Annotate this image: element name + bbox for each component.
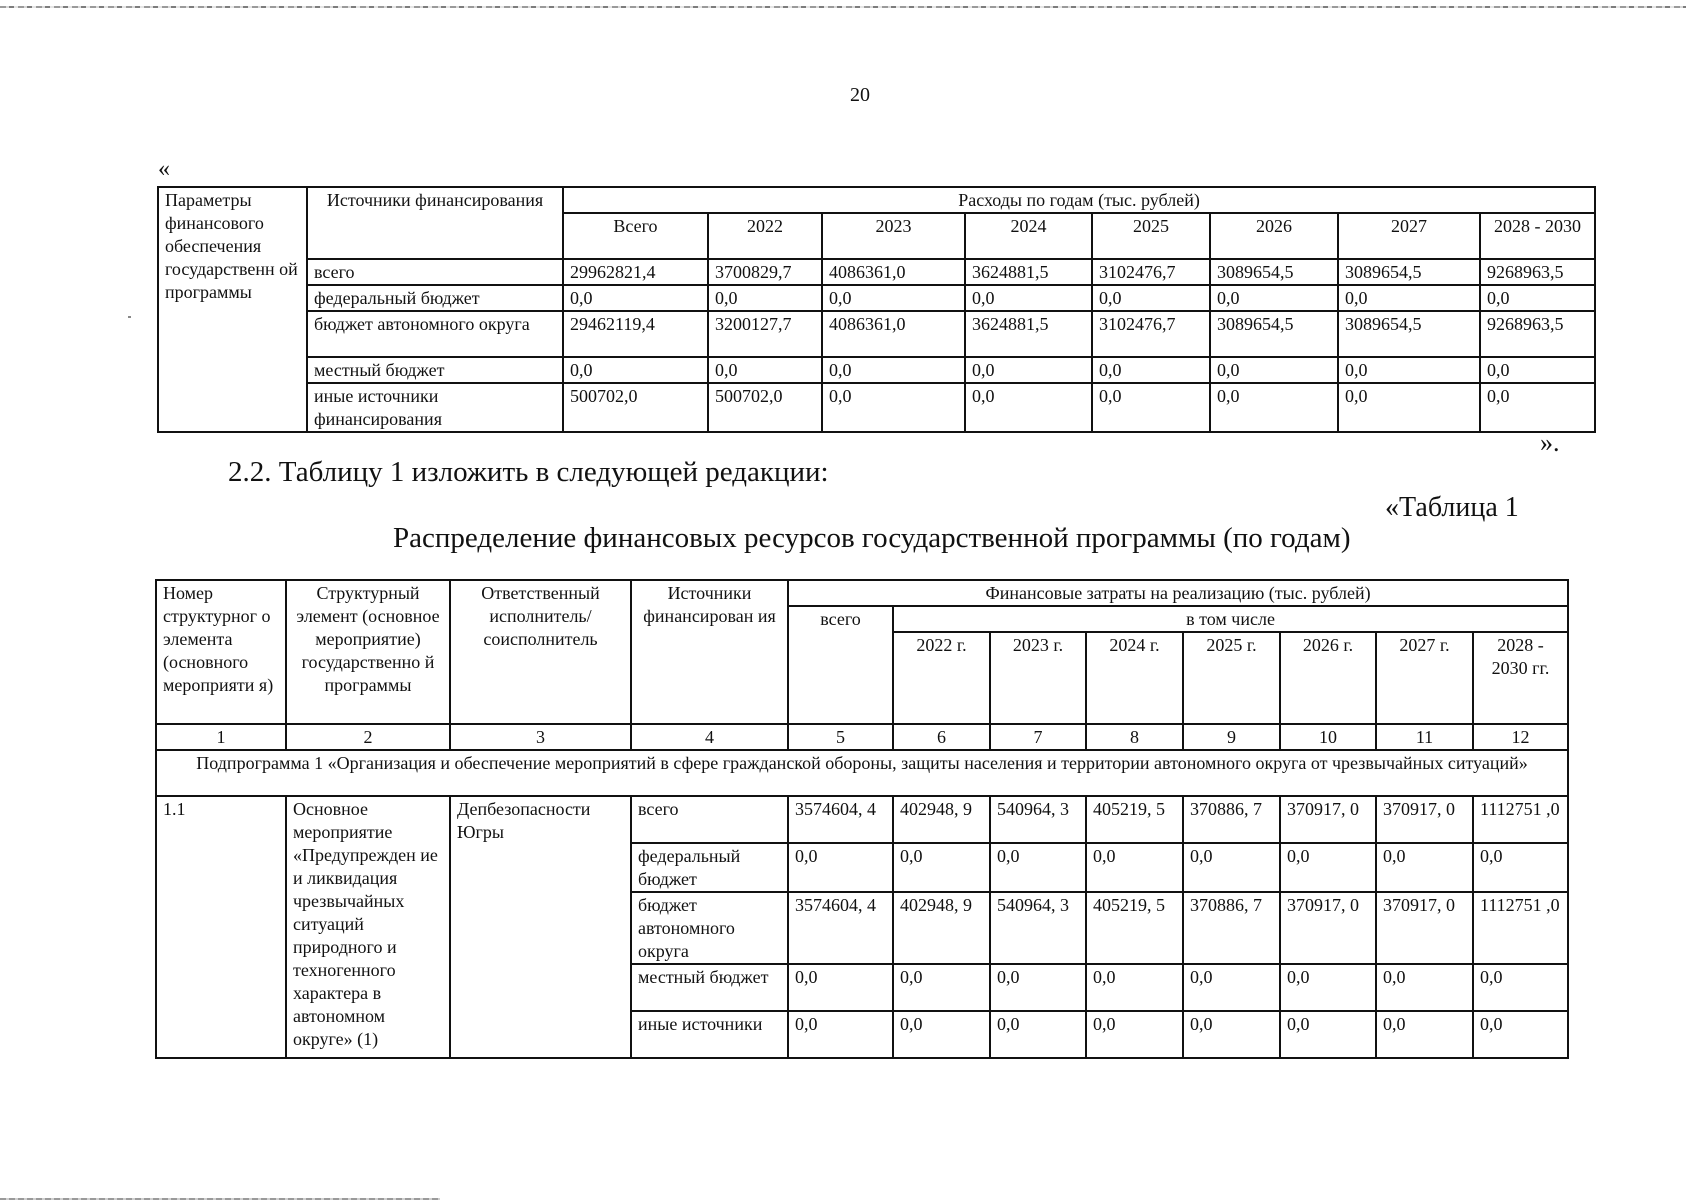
year-header: 2023 [822,213,965,259]
source-cell: местный бюджет [631,964,788,1011]
year-header: 2026 [1210,213,1338,259]
value-cell: 0,0 [1473,964,1568,1011]
item-element-cell: Основное мероприятие «Предупрежден ие и ликвидация чрезвычайных ситуаций природного и техногенного характера в автономном округе» (1) [286,796,450,1058]
page-number: 20 [850,84,870,106]
value-cell: 0,0 [1092,383,1210,432]
year-header: 2024 [965,213,1092,259]
value-cell: 0,0 [822,383,965,432]
source-cell: местный бюджет [307,357,563,383]
column-number: 10 [1280,724,1376,750]
year-header: 2025 [1092,213,1210,259]
value-cell: 3200127,7 [708,311,822,357]
element-header-cell: Структурный элемент (основное мероприятие) государственно й программы [286,580,450,724]
value-cell: 0,0 [1183,843,1280,892]
value-cell: 1112751 ,0 [1473,892,1568,964]
source-cell: федеральный бюджет [307,285,563,311]
column-number: 4 [631,724,788,750]
year-header: 2026 г. [1280,632,1376,724]
column-number: 9 [1183,724,1280,750]
year-header: 2024 г. [1086,632,1183,724]
source-header-cell: Источники финансирования [307,187,563,259]
value-cell: 0,0 [822,357,965,383]
value-cell: 370917, 0 [1280,892,1376,964]
value-cell: 0,0 [1086,964,1183,1011]
item-number-cell: 1.1 [156,796,286,1058]
total-header-cell: всего [788,606,893,724]
value-cell: 0,0 [1338,285,1480,311]
value-cell: 0,0 [1376,964,1473,1011]
scan-edge-top [0,6,1686,8]
value-cell: 0,0 [965,383,1092,432]
value-cell: 3624881,5 [965,311,1092,357]
source-cell: бюджет автономного округа [631,892,788,964]
column-number: 12 [1473,724,1568,750]
year-header: 2023 г. [990,632,1086,724]
closing-quote-mark: ». [1540,428,1560,457]
value-cell: 0,0 [788,964,893,1011]
value-cell: 3574604, 4 [788,796,893,843]
value-cell: 29962821,4 [563,259,708,285]
value-cell: 0,0 [965,357,1092,383]
value-cell: 0,0 [1183,1011,1280,1058]
value-cell: 0,0 [788,843,893,892]
value-cell: 0,0 [788,1011,893,1058]
value-cell: 0,0 [1183,964,1280,1011]
value-cell: 0,0 [563,285,708,311]
value-cell: 0,0 [1210,357,1338,383]
column-number: 2 [286,724,450,750]
years-group-header: Расходы по годам (тыс. рублей) [563,187,1595,213]
resource-distribution-table [155,579,1569,1059]
value-cell: 29462119,4 [563,311,708,357]
value-cell: 0,0 [1473,843,1568,892]
value-cell: 3089654,5 [1210,259,1338,285]
value-cell: 3102476,7 [1092,259,1210,285]
source-cell: федеральный бюджет [631,843,788,892]
value-cell: 3089654,5 [1338,259,1480,285]
value-cell: 0,0 [965,285,1092,311]
sources-header-cell: Источники финансирован ия [631,580,788,724]
value-cell: 3700829,7 [708,259,822,285]
opening-quote-mark: « [158,156,170,182]
year-header: 2022 [708,213,822,259]
table-title: Распределение финансовых ресурсов государственной программы (по годам) [393,522,1351,554]
year-header: 2022 г. [893,632,990,724]
value-cell: 0,0 [1086,1011,1183,1058]
value-cell: 370886, 7 [1183,796,1280,843]
value-cell: 405219, 5 [1086,892,1183,964]
value-cell: 0,0 [708,285,822,311]
item-executor-cell: Депбезопасности Югры [450,796,631,1058]
value-cell: 0,0 [563,357,708,383]
column-number: 7 [990,724,1086,750]
value-cell: 0,0 [1376,1011,1473,1058]
value-cell: 0,0 [1480,285,1595,311]
value-cell: 0,0 [708,357,822,383]
year-header: 2027 [1338,213,1480,259]
column-number: 3 [450,724,631,750]
value-cell: 0,0 [990,1011,1086,1058]
value-cell: 0,0 [990,843,1086,892]
column-number: 11 [1376,724,1473,750]
value-cell: 0,0 [1280,964,1376,1011]
value-cell: 500702,0 [563,383,708,432]
year-header: 2028 - 2030 [1480,213,1595,259]
value-cell: 0,0 [1210,285,1338,311]
value-cell: 0,0 [1092,357,1210,383]
value-cell: 0,0 [1092,285,1210,311]
value-cell: 0,0 [822,285,965,311]
subprogram-row: Подпрограмма 1 «Организация и обеспечение мероприятий в сфере гражданской обороны, защиты населения и территории автономного округа от чрезвычайных ситуаций» [156,750,1568,796]
value-cell: 370917, 0 [1376,892,1473,964]
year-header: 2027 г. [1376,632,1473,724]
value-cell: 540964, 3 [990,892,1086,964]
table-caption: «Таблица 1 [1385,492,1519,523]
value-cell: 370917, 0 [1376,796,1473,843]
source-cell: всего [307,259,563,285]
year-header: 2025 г. [1183,632,1280,724]
value-cell: 405219, 5 [1086,796,1183,843]
value-cell: 9268963,5 [1480,259,1595,285]
year-header: Всего [563,213,708,259]
column-number: 8 [1086,724,1183,750]
value-cell: 0,0 [1338,357,1480,383]
value-cell: 0,0 [1473,1011,1568,1058]
value-cell: 0,0 [1376,843,1473,892]
value-cell: 3102476,7 [1092,311,1210,357]
source-cell: иные источники [631,1011,788,1058]
source-cell: всего [631,796,788,843]
value-cell: 0,0 [893,964,990,1011]
value-cell: 3624881,5 [965,259,1092,285]
value-cell: 0,0 [893,1011,990,1058]
value-cell: 4086361,0 [822,311,965,357]
value-cell: 0,0 [1280,843,1376,892]
value-cell: 402948, 9 [893,796,990,843]
value-cell: 1112751 ,0 [1473,796,1568,843]
value-cell: 370917, 0 [1280,796,1376,843]
costs-group-header: Финансовые затраты на реализацию (тыс. рублей) [788,580,1568,606]
value-cell: 3089654,5 [1210,311,1338,357]
column-number: 6 [893,724,990,750]
value-cell: 0,0 [1480,357,1595,383]
value-cell: 500702,0 [708,383,822,432]
source-cell: бюджет автономного округа [307,311,563,357]
value-cell: 0,0 [990,964,1086,1011]
value-cell: 0,0 [1338,383,1480,432]
value-cell: 0,0 [1086,843,1183,892]
including-header-cell: в том числе [893,606,1568,632]
year-header: 2028 - 2030 гг. [1473,632,1568,724]
value-cell: 3574604, 4 [788,892,893,964]
value-cell: 0,0 [893,843,990,892]
column-number: 5 [788,724,893,750]
value-cell: 0,0 [1280,1011,1376,1058]
value-cell: 402948, 9 [893,892,990,964]
value-cell: 9268963,5 [1480,311,1595,357]
amendment-instruction: 2.2. Таблицу 1 изложить в следующей редакции: [228,456,829,488]
financial-parameters-table [157,186,1596,433]
value-cell: 540964, 3 [990,796,1086,843]
number-header-cell: Номер структурног о элемента (основного мероприяти я) [156,580,286,724]
executor-header-cell: Ответственный исполнитель/ соисполнитель [450,580,631,724]
value-cell: 3089654,5 [1338,311,1480,357]
scan-speck [128,316,131,318]
column-number: 1 [156,724,286,750]
value-cell: 0,0 [1480,383,1595,432]
source-cell: иные источники финансирования [307,383,563,432]
value-cell: 0,0 [1210,383,1338,432]
param-header-cell: Параметры финансового обеспечения государственн ой программы [158,187,307,432]
value-cell: 4086361,0 [822,259,965,285]
value-cell: 370886, 7 [1183,892,1280,964]
